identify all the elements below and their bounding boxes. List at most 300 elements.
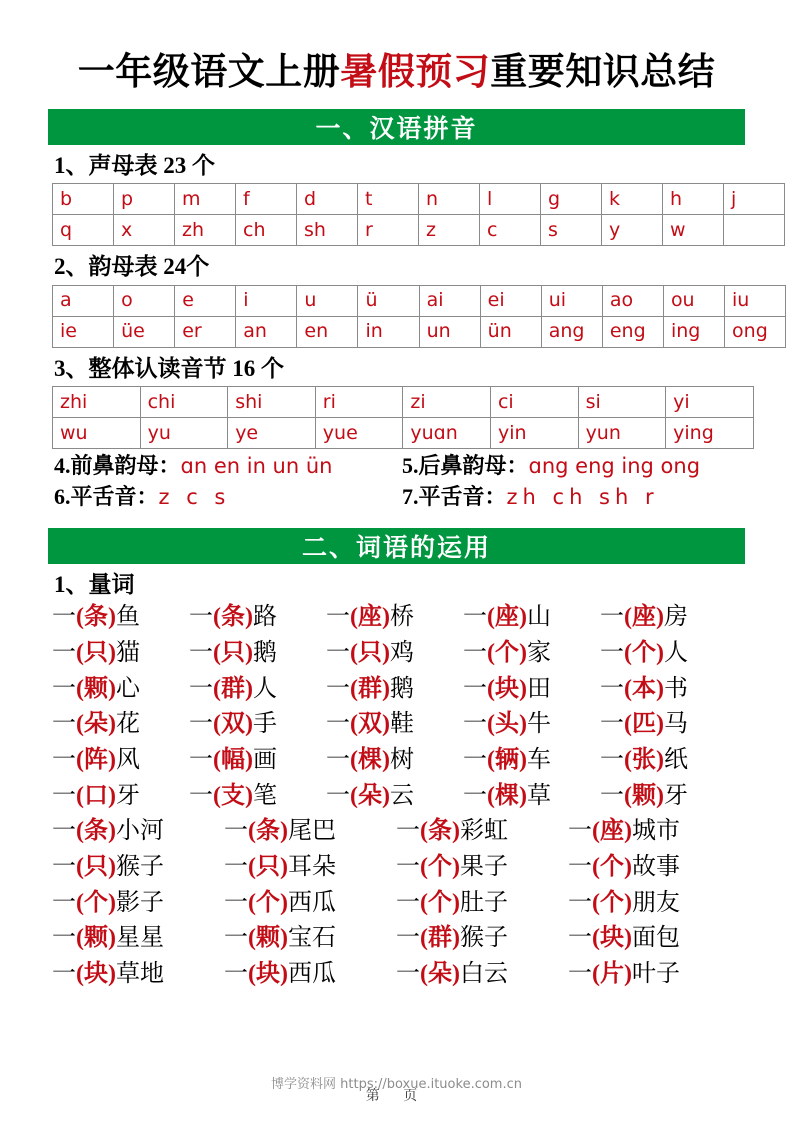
yunmu-cell: ün xyxy=(480,316,541,347)
classifier: (只) xyxy=(76,853,116,880)
noun: 手 xyxy=(252,711,277,738)
numeral: 一 xyxy=(600,675,624,702)
noun: 云 xyxy=(389,782,414,809)
numeral: 一 xyxy=(189,782,213,809)
noun: 城市 xyxy=(631,818,680,845)
yinjie-cell: shi xyxy=(228,387,316,418)
classifier: (颗) xyxy=(76,675,116,702)
measure-word-item xyxy=(568,816,740,848)
noun: 鱼 xyxy=(115,604,140,631)
shengmu-cell: m xyxy=(175,184,236,215)
note-qiaoshe-yin xyxy=(402,483,659,511)
numeral: 一 xyxy=(52,711,76,738)
numeral: 一 xyxy=(52,675,76,702)
numeral: 一 xyxy=(52,853,76,880)
measure-word-item xyxy=(600,781,737,813)
note-label: 7.平舌音： xyxy=(402,484,507,510)
noun: 家 xyxy=(526,639,551,666)
measure-word-item xyxy=(600,638,737,670)
measure-word-item xyxy=(189,602,326,634)
yunmu-cell: ao xyxy=(602,285,663,316)
yunmu-cell: ou xyxy=(663,285,724,316)
noun: 房 xyxy=(663,604,688,631)
numeral: 一 xyxy=(568,925,592,952)
measure-word-item xyxy=(463,781,600,813)
numeral: 一 xyxy=(463,711,487,738)
yinjie-cell: yi xyxy=(666,387,754,418)
yinjie-cell: yue xyxy=(315,418,403,449)
measure-word-item xyxy=(224,852,396,884)
classifier: (个) xyxy=(592,853,632,880)
yunmu-cell: iu xyxy=(725,285,786,316)
classifier: (个) xyxy=(76,889,116,916)
classifier: (群) xyxy=(213,675,253,702)
classifier: (匹) xyxy=(624,711,664,738)
table-row xyxy=(53,316,786,347)
measure-word-item xyxy=(326,709,463,741)
classifier: (颗) xyxy=(76,925,116,952)
numeral: 一 xyxy=(326,782,350,809)
numeral: 一 xyxy=(224,853,248,880)
yinjie-cell: zhi xyxy=(53,387,141,418)
measure-word-item xyxy=(189,638,326,670)
noun: 面包 xyxy=(631,925,680,952)
classifier: (只) xyxy=(248,853,288,880)
numeral: 一 xyxy=(396,960,420,987)
classifier: (条) xyxy=(420,818,460,845)
numeral: 一 xyxy=(224,889,248,916)
noun: 猴子 xyxy=(115,853,164,880)
numeral: 一 xyxy=(52,925,76,952)
noun: 耳朵 xyxy=(287,853,336,880)
yinjie-table xyxy=(52,386,754,449)
numeral: 一 xyxy=(224,925,248,952)
noun: 纸 xyxy=(663,746,688,773)
measure-word-item xyxy=(224,959,396,991)
noun: 故事 xyxy=(631,853,680,880)
note-houbi-yunmu xyxy=(402,452,700,480)
classifier: (群) xyxy=(350,675,390,702)
classifier: (棵) xyxy=(487,782,527,809)
numeral: 一 xyxy=(189,746,213,773)
noun: 猴子 xyxy=(459,925,508,952)
numeral: 一 xyxy=(568,960,592,987)
classifier: (块) xyxy=(487,675,527,702)
measure-word-item xyxy=(396,852,568,884)
note-label: 4.前鼻韵母： xyxy=(54,453,181,479)
note-pingshe-yin xyxy=(54,483,402,511)
shengmu-cell: z xyxy=(419,215,480,246)
noun: 山 xyxy=(526,604,551,631)
shengmu-table xyxy=(52,183,785,246)
shengmu-cell: l xyxy=(480,184,541,215)
section-header-pinyin-label: 一、汉语拼音 xyxy=(315,115,478,143)
shengmu-cell: j xyxy=(724,184,785,215)
classifier: (个) xyxy=(248,889,288,916)
subheading-shengmu: 1、声母表 23 个 xyxy=(54,152,215,178)
measure-word-item xyxy=(189,745,326,777)
yunmu-cell: un xyxy=(419,316,480,347)
classifier: (个) xyxy=(420,853,460,880)
classifier: (个) xyxy=(487,639,527,666)
noun: 宝石 xyxy=(287,925,336,952)
shengmu-cell: n xyxy=(419,184,480,215)
yunmu-cell: ing xyxy=(663,316,724,347)
numeral: 一 xyxy=(600,746,624,773)
numeral: 一 xyxy=(52,818,76,845)
measure-word-item xyxy=(52,852,224,884)
measure-word-row xyxy=(52,602,745,634)
title-highlight: 暑假预习 xyxy=(340,52,491,93)
noun: 肚子 xyxy=(459,889,508,916)
noun: 星星 xyxy=(115,925,164,952)
classifier: (口) xyxy=(76,782,116,809)
table-row xyxy=(53,387,754,418)
yunmu-cell: ang xyxy=(541,316,602,347)
classifier: (朵) xyxy=(350,782,390,809)
measure-word-item xyxy=(326,781,463,813)
shengmu-cell: s xyxy=(541,215,602,246)
shengmu-cell: k xyxy=(602,184,663,215)
classifier: (座) xyxy=(624,604,664,631)
measure-word-row xyxy=(52,638,745,670)
measure-word-item xyxy=(396,923,568,955)
measure-word-row xyxy=(52,709,745,741)
yinjie-cell: chi xyxy=(140,387,228,418)
measure-word-item xyxy=(568,852,740,884)
classifier: (个) xyxy=(420,889,460,916)
classifier: (个) xyxy=(624,639,664,666)
site-watermark: 博学资料网 https://boxue.ituoke.com.cn xyxy=(271,1077,522,1092)
measure-word-item xyxy=(52,888,224,920)
numeral: 一 xyxy=(224,960,248,987)
numeral: 一 xyxy=(52,889,76,916)
classifier: (本) xyxy=(624,675,664,702)
measure-word-item xyxy=(224,888,396,920)
classifier: (座) xyxy=(592,818,632,845)
yinjie-cell: yun xyxy=(578,418,666,449)
yinjie-cell: ri xyxy=(315,387,403,418)
classifier: (双) xyxy=(350,711,390,738)
classifier: (群) xyxy=(420,925,460,952)
numeral: 一 xyxy=(463,675,487,702)
pinyin-notes-row-1 xyxy=(54,452,745,480)
noun: 鹅 xyxy=(389,675,414,702)
noun: 鸡 xyxy=(389,639,414,666)
section-header-vocabulary xyxy=(48,528,745,564)
shengmu-cell: h xyxy=(663,184,724,215)
numeral: 一 xyxy=(396,853,420,880)
noun: 牙 xyxy=(663,782,688,809)
yinjie-cell: ying xyxy=(666,418,754,449)
numeral: 一 xyxy=(396,925,420,952)
classifier: (只) xyxy=(350,639,390,666)
yinjie-cell: wu xyxy=(53,418,141,449)
numeral: 一 xyxy=(52,639,76,666)
subheading-liangci: 1、量词 xyxy=(54,571,135,597)
classifier: (只) xyxy=(213,639,253,666)
note-value: zh ch sh r xyxy=(506,485,659,510)
measure-word-item xyxy=(326,602,463,634)
shengmu-cell: g xyxy=(541,184,602,215)
yinjie-cell: ye xyxy=(228,418,316,449)
measure-word-item xyxy=(189,709,326,741)
numeral: 一 xyxy=(600,711,624,738)
yunmu-cell: in xyxy=(358,316,419,347)
measure-word-item xyxy=(52,745,189,777)
noun: 人 xyxy=(663,639,688,666)
noun: 马 xyxy=(663,711,688,738)
measure-word-item xyxy=(52,674,189,706)
classifier: (颗) xyxy=(624,782,664,809)
yunmu-cell: an xyxy=(236,316,297,347)
classifier: (双) xyxy=(213,711,253,738)
numeral: 一 xyxy=(326,604,350,631)
noun: 影子 xyxy=(115,889,164,916)
noun: 草 xyxy=(526,782,551,809)
shengmu-cell: r xyxy=(358,215,419,246)
yunmu-cell: ui xyxy=(541,285,602,316)
numeral: 一 xyxy=(189,711,213,738)
noun: 白云 xyxy=(459,960,508,987)
noun: 鞋 xyxy=(389,711,414,738)
yunmu-cell: ü xyxy=(358,285,419,316)
page-title xyxy=(48,0,745,95)
measure-word-row xyxy=(52,745,745,777)
shengmu-cell: d xyxy=(297,184,358,215)
numeral: 一 xyxy=(189,604,213,631)
noun: 草地 xyxy=(115,960,164,987)
measure-word-item xyxy=(568,959,740,991)
classifier: (条) xyxy=(76,604,116,631)
noun: 朋友 xyxy=(631,889,680,916)
measure-word-row xyxy=(52,816,745,848)
numeral: 一 xyxy=(396,889,420,916)
note-value: ɑng eng ing ong xyxy=(528,454,701,479)
numeral: 一 xyxy=(600,639,624,666)
yunmu-cell: ai xyxy=(419,285,480,316)
classifier: (颗) xyxy=(248,925,288,952)
noun: 花 xyxy=(115,711,140,738)
classifier: (阵) xyxy=(76,746,116,773)
shengmu-cell: y xyxy=(602,215,663,246)
measure-word-item xyxy=(600,674,737,706)
classifier: (片) xyxy=(592,960,632,987)
shengmu-cell: sh xyxy=(297,215,358,246)
numeral: 一 xyxy=(52,746,76,773)
shengmu-cell: ch xyxy=(236,215,297,246)
classifier: (个) xyxy=(592,889,632,916)
shengmu-cell: b xyxy=(53,184,114,215)
pinyin-notes-row-2 xyxy=(54,483,745,511)
shengmu-cell: x xyxy=(114,215,175,246)
classifier: (块) xyxy=(248,960,288,987)
yunmu-cell: eng xyxy=(602,316,663,347)
noun: 笔 xyxy=(252,782,277,809)
numeral: 一 xyxy=(52,782,76,809)
classifier: (条) xyxy=(248,818,288,845)
classifier: (棵) xyxy=(350,746,390,773)
noun: 书 xyxy=(663,675,688,702)
classifier: (座) xyxy=(350,604,390,631)
noun: 彩虹 xyxy=(459,818,508,845)
measure-word-item xyxy=(189,674,326,706)
measure-word-item xyxy=(52,959,224,991)
yinjie-cell: yu xyxy=(140,418,228,449)
noun: 猫 xyxy=(115,639,140,666)
noun: 画 xyxy=(252,746,277,773)
measure-word-item xyxy=(600,602,737,634)
measure-word-item xyxy=(326,745,463,777)
numeral: 一 xyxy=(52,960,76,987)
measure-word-item xyxy=(463,638,600,670)
numeral: 一 xyxy=(568,853,592,880)
classifier: (朵) xyxy=(76,711,116,738)
shengmu-cell-empty xyxy=(724,215,785,246)
measure-word-item xyxy=(52,709,189,741)
classifier: (幅) xyxy=(213,746,253,773)
noun: 叶子 xyxy=(631,960,680,987)
yunmu-cell: i xyxy=(236,285,297,316)
measure-word-item xyxy=(600,745,737,777)
page-number-footer: 第 页 xyxy=(365,1089,428,1104)
classifier: (块) xyxy=(76,960,116,987)
note-value: z c s xyxy=(158,485,231,510)
section-header-vocabulary-label: 二、词语的运用 xyxy=(301,534,491,562)
table-row xyxy=(53,285,786,316)
measure-word-item xyxy=(52,602,189,634)
classifier: (头) xyxy=(487,711,527,738)
title-part-before: 一年级语文上册 xyxy=(77,52,341,93)
noun: 风 xyxy=(115,746,140,773)
note-qianbi-yunmu xyxy=(54,452,402,480)
measure-word-row xyxy=(52,888,745,920)
measure-word-row xyxy=(52,781,745,813)
noun: 桥 xyxy=(389,604,414,631)
numeral: 一 xyxy=(463,782,487,809)
numeral: 一 xyxy=(224,818,248,845)
numeral: 一 xyxy=(463,604,487,631)
noun: 田 xyxy=(526,675,551,702)
classifier: (座) xyxy=(487,604,527,631)
section-header-pinyin xyxy=(48,109,745,145)
measure-word-item xyxy=(326,638,463,670)
yinjie-cell: zi xyxy=(403,387,491,418)
noun: 鹅 xyxy=(252,639,277,666)
measure-word-item xyxy=(396,816,568,848)
shengmu-cell: zh xyxy=(175,215,236,246)
numeral: 一 xyxy=(326,711,350,738)
numeral: 一 xyxy=(326,675,350,702)
measure-word-item xyxy=(463,674,600,706)
yunmu-cell: ie xyxy=(53,316,114,347)
subheading-yinjie: 3、整体认读音节 16 个 xyxy=(54,355,284,381)
numeral: 一 xyxy=(568,889,592,916)
table-row xyxy=(53,215,785,246)
classifier: (块) xyxy=(592,925,632,952)
measure-word-item xyxy=(600,709,737,741)
measure-word-item xyxy=(463,709,600,741)
yunmu-cell: e xyxy=(175,285,236,316)
measure-word-item xyxy=(568,888,740,920)
numeral: 一 xyxy=(189,675,213,702)
numeral: 一 xyxy=(463,639,487,666)
shengmu-cell: c xyxy=(480,215,541,246)
numeral: 一 xyxy=(326,639,350,666)
yunmu-table xyxy=(52,285,786,348)
yinjie-cell: yin xyxy=(490,418,578,449)
yunmu-cell: üe xyxy=(114,316,175,347)
classifier: (支) xyxy=(213,782,253,809)
note-label: 5.后鼻韵母： xyxy=(402,453,529,479)
noun: 牛 xyxy=(526,711,551,738)
table-row xyxy=(53,418,754,449)
yunmu-cell: ong xyxy=(725,316,786,347)
note-label: 6.平舌音： xyxy=(54,484,159,510)
table-row xyxy=(53,184,785,215)
noun: 牙 xyxy=(115,782,140,809)
noun: 路 xyxy=(252,604,277,631)
measure-word-row xyxy=(52,959,745,991)
yinjie-cell: si xyxy=(578,387,666,418)
numeral: 一 xyxy=(52,604,76,631)
measure-word-item xyxy=(224,923,396,955)
shengmu-cell: f xyxy=(236,184,297,215)
measure-word-row xyxy=(52,852,745,884)
note-value: ɑn en in un ün xyxy=(180,454,333,479)
noun: 人 xyxy=(252,675,277,702)
yunmu-cell: en xyxy=(297,316,358,347)
measure-word-item xyxy=(52,923,224,955)
subheading-yunmu: 2、韵母表 24个 xyxy=(54,254,210,280)
yunmu-cell: ei xyxy=(480,285,541,316)
noun: 尾巴 xyxy=(287,818,336,845)
measure-word-item xyxy=(52,816,224,848)
noun: 小河 xyxy=(115,818,164,845)
noun: 西瓜 xyxy=(287,889,336,916)
shengmu-cell: w xyxy=(663,215,724,246)
classifier: (辆) xyxy=(487,746,527,773)
yunmu-cell: o xyxy=(114,285,175,316)
measure-word-item xyxy=(326,674,463,706)
measure-word-grid xyxy=(52,602,745,990)
measure-word-item xyxy=(52,781,189,813)
measure-word-item xyxy=(224,816,396,848)
numeral: 一 xyxy=(568,818,592,845)
yunmu-cell: u xyxy=(297,285,358,316)
measure-word-item xyxy=(396,888,568,920)
classifier: (张) xyxy=(624,746,664,773)
numeral: 一 xyxy=(326,746,350,773)
classifier: (只) xyxy=(76,639,116,666)
measure-word-item xyxy=(463,745,600,777)
measure-word-item xyxy=(52,638,189,670)
measure-word-item xyxy=(463,602,600,634)
numeral: 一 xyxy=(396,818,420,845)
yunmu-cell: a xyxy=(53,285,114,316)
noun: 车 xyxy=(526,746,551,773)
title-part-after: 重要知识总结 xyxy=(490,52,716,93)
classifier: (朵) xyxy=(420,960,460,987)
measure-word-row xyxy=(52,923,745,955)
shengmu-cell: t xyxy=(358,184,419,215)
measure-word-item xyxy=(568,923,740,955)
classifier: (条) xyxy=(76,818,116,845)
measure-word-item xyxy=(396,959,568,991)
numeral: 一 xyxy=(600,604,624,631)
shengmu-cell: p xyxy=(114,184,175,215)
noun: 心 xyxy=(115,675,140,702)
